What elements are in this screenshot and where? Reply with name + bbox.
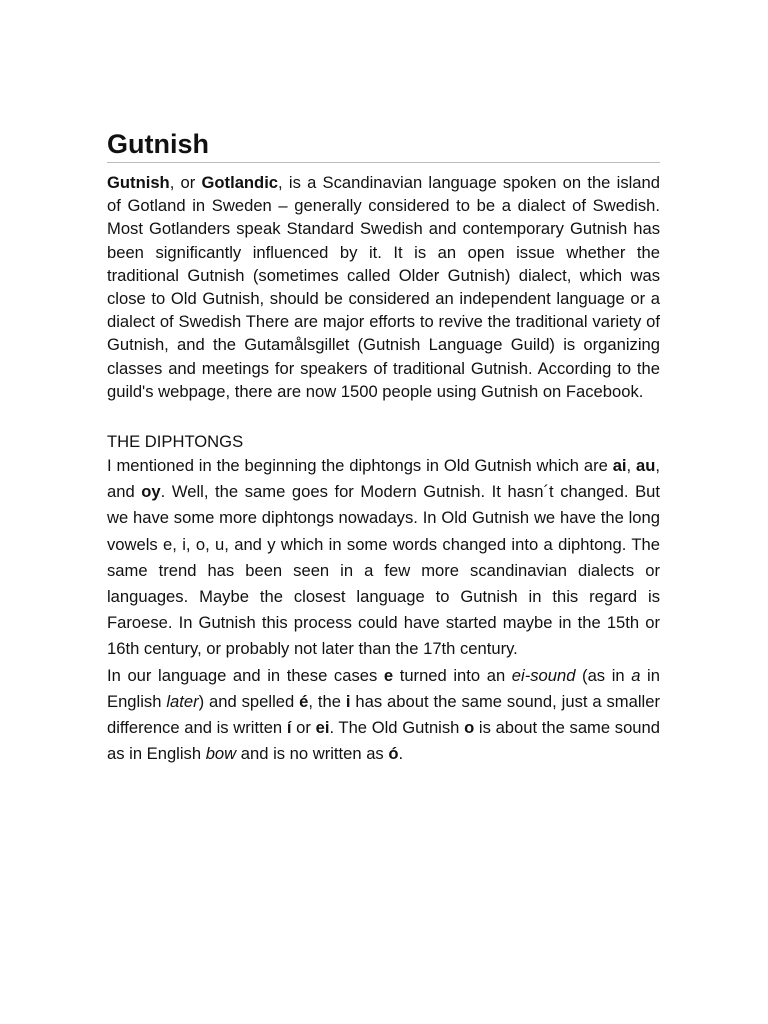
bold-term: o	[464, 718, 475, 738]
italic-term: a	[631, 665, 641, 685]
bold-term: é	[299, 691, 309, 711]
paragraph-text: , and	[107, 456, 660, 502]
intro-bold-term: Gotlandic	[201, 173, 279, 192]
intro-text: , or	[169, 173, 202, 192]
diphtongs-paragraph	[107, 453, 660, 663]
paragraph-text: , the	[308, 691, 346, 711]
paragraph-text: and is no written as	[236, 744, 389, 764]
bold-term: oy	[141, 482, 161, 502]
section-heading: THE DIPHTONGS	[107, 432, 244, 452]
paragraph-text: has about the same sound, just a smaller difference and is written	[107, 691, 660, 738]
paragraph-text: . Well, the same goes for Modern Gutnish. It hasn´t changed. But we have some more diphtongs nowadays. In Old Gutnish we have the long vowels e, i, o, u, and y which in some words changed into a diphtong. The same trend has been seen in a few more scandinavian dialects or languages. Maybe the closest language to Gutnish in this regard is Faroese. In Gutnish this process could have started maybe in the 15th or 16th century, or probably not later than the 17th century.	[107, 482, 661, 659]
paragraph-text: in English	[107, 665, 660, 711]
italic-term: bow	[205, 744, 237, 764]
paragraph-text: or	[291, 718, 316, 738]
bold-term: ó	[388, 744, 399, 764]
paragraph-text: .	[398, 744, 404, 764]
paragraph-text: In our language and in these cases	[107, 665, 384, 685]
diphtongs-section-body	[107, 453, 660, 767]
paragraph-text: . The Old Gutnish	[329, 718, 465, 738]
intro-paragraph	[107, 171, 660, 403]
sound-changes-paragraph	[107, 663, 660, 768]
bold-term: í	[286, 718, 292, 738]
bold-term: au	[636, 456, 656, 476]
intro-text: , is a Scandinavian language spoken on the island of Gotland in Sweden – generally considered to be a dialect of Swedish. Most Gotlanders speak Standard Swedish and contemporary Gutnish has been significantly influenced by it. It is an open issue whether the traditional Gutnish (sometimes called Older Gutnish) dialect, which was close to Old Gutnish, should be considered an independent language or a dialect of Swedish There are major efforts to revive the traditional variety of Gutnish, and the Gutamålsgillet (Gutnish Language Guild) is organizing classes and meetings for speakers of traditional Gutnish. According to the guild's webpage, there are now 1500 people using Gutnish on Facebook.	[107, 173, 660, 401]
intro-bold-term: Gutnish	[107, 173, 170, 192]
paragraph-text: I mentioned in the beginning the diphtongs in Old Gutnish which are	[107, 456, 613, 476]
paragraph-text: ,	[626, 456, 636, 476]
bold-term: ei	[315, 718, 330, 738]
bold-term: e	[383, 665, 394, 685]
document-content	[107, 128, 660, 767]
italic-term: ei-sound	[511, 665, 576, 685]
paragraph-text: ) and spelled	[198, 691, 300, 711]
paragraph-text: (as in	[575, 665, 632, 685]
page-title: Gutnish	[107, 128, 660, 163]
paragraph-text: turned into an	[393, 665, 512, 685]
italic-term: later	[166, 691, 199, 711]
bold-term: i	[345, 691, 351, 711]
paragraph-text: is about the same sound as in English	[107, 718, 660, 764]
bold-term: ai	[612, 456, 627, 476]
